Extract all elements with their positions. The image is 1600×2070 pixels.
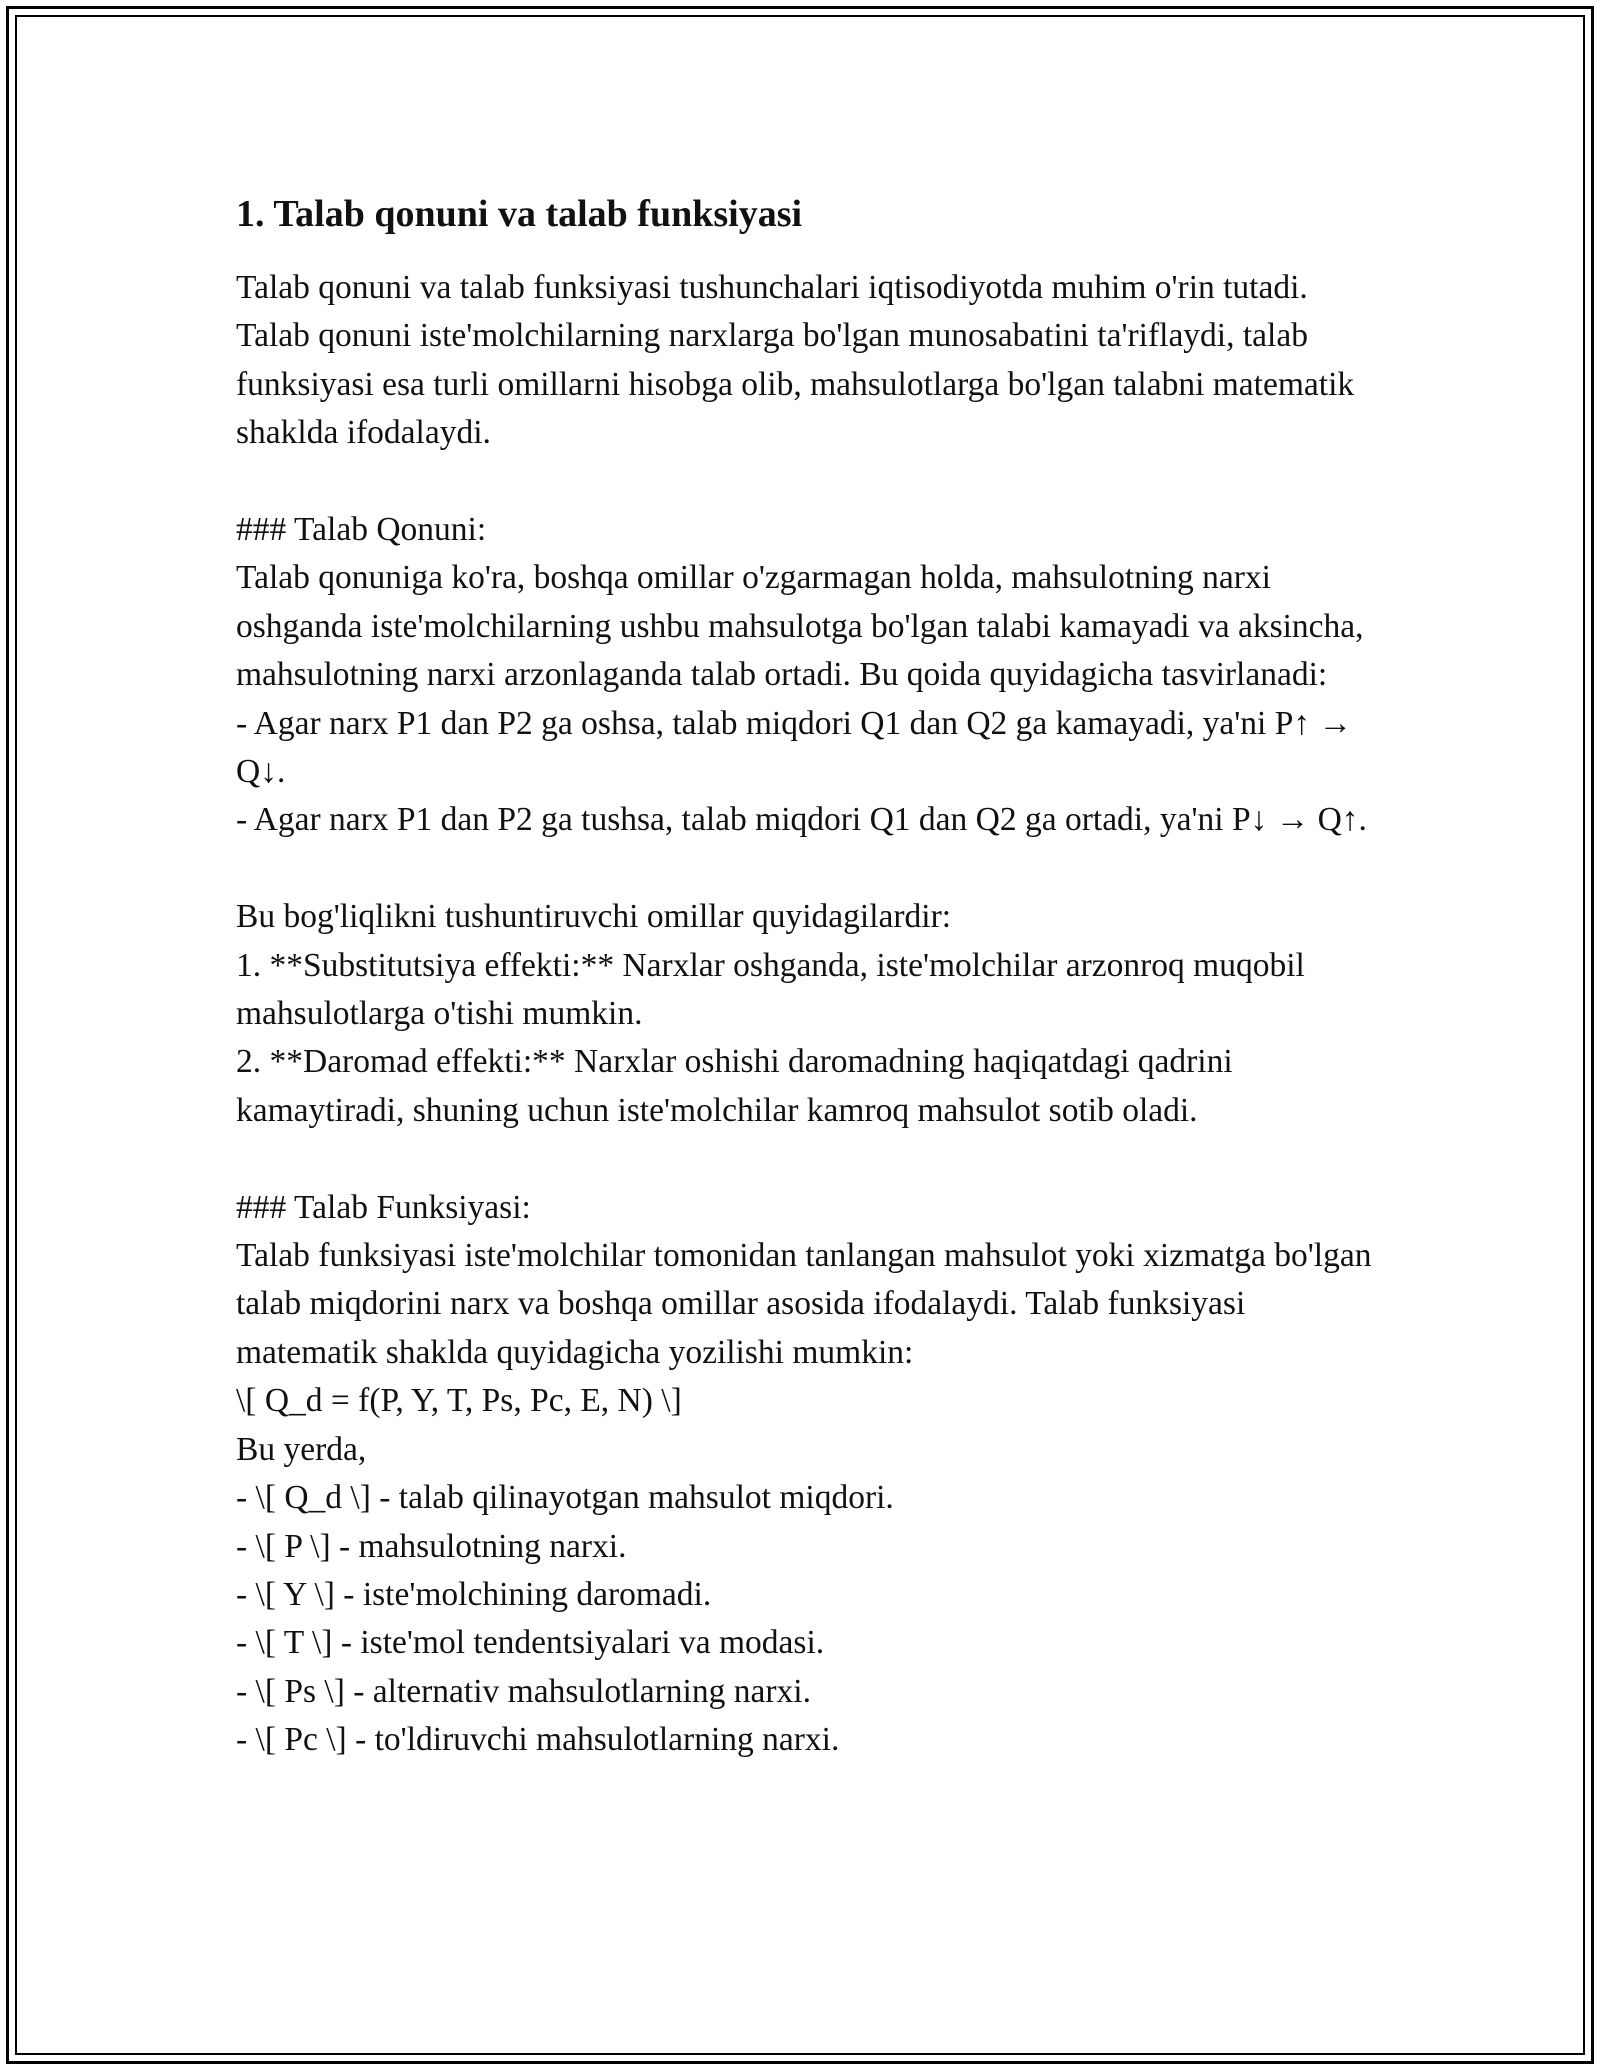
intro-paragraph: Talab qonuni va talab funksiyasi tushunchalari iqtisodiyotda muhim o'rin tutadi. Talab qonuni iste'molchilarning narxlarga bo'lgan munosabatini ta'riflaydi, talab funksiyasi esa turli omillarni hisobga olib, mahsulotlarga bo'lgan talabni matematik shaklda ifodalaydi. — [236, 269, 1355, 452]
factors-intro: Bu bog'liqlikni tushuntiruvchi omillar quyidagilardir: — [236, 898, 952, 936]
where-label: Bu yerda, — [236, 1430, 367, 1468]
law-bullet-decrease: - Agar narx P1 dan P2 ga tushsa, talab miqdori Q1 dan Q2 ga ortadi, ya'ni P↓ → Q↑. — [236, 801, 1367, 839]
section-heading-function: ### Talab Funksiyasi: — [236, 1188, 531, 1226]
definition-item: - \[ Pc \] - to'ldiruvchi mahsulotlarning narxi. — [236, 1721, 840, 1759]
factor-item-income: 2. **Daromad effekti:** Narxlar oshishi daromadning haqiqatdagi qadrini kamaytiradi, shuning uchun iste'molchilar kamroq mahsulot sotib oladi. — [236, 1043, 1233, 1129]
definition-item: - \[ Y \] - iste'molchining daromadi. — [236, 1575, 712, 1613]
definition-item: - \[ Q_d \] - talab qilinayotgan mahsulot miqdori. — [236, 1479, 894, 1517]
paragraph-gap — [236, 458, 1386, 506]
definition-item: - \[ Ps \] - alternativ mahsulotlarning narxi. — [236, 1672, 811, 1710]
document-body — [236, 188, 1386, 1765]
function-paragraph: Talab funksiyasi iste'molchilar tomonidan tanlangan mahsulot yoki xizmatga bo'lgan talab miqdorini narx va boshqa omillar asosida ifodalaydi. Talab funksiyasi matematik shaklda quyidagicha yozilishi mumkin: — [236, 1237, 1372, 1371]
paragraph-gap — [236, 1135, 1386, 1183]
document-title: 1. Talab qonuni va talab funksiyasi — [236, 193, 803, 235]
function-formula: \[ Q_d = f(P, Y, T, Ps, Pc, E, N) \] — [236, 1382, 682, 1420]
law-bullet-increase: - Agar narx P1 dan P2 ga oshsa, talab miqdori Q1 dan Q2 ga kamayadi, ya'ni P↑ → Q↓. — [236, 704, 1352, 791]
definition-item: - \[ P \] - mahsulotning narxi. — [236, 1527, 627, 1565]
section-heading-law: ### Talab Qonuni: — [236, 511, 487, 549]
law-paragraph: Talab qonuniga ko'ra, boshqa omillar o'zgarmagan holda, mahsulotning narxi oshganda iste'molchilarning ushbu mahsulotga bo'lgan talabi kamayadi va aksincha, mahsulotning narxi arzonlaganda talab ortadi. Bu qoida quyidagicha tasvirlanadi: — [236, 559, 1364, 694]
factor-item-substitution: 1. **Substitutsiya effekti:** Narxlar oshganda, iste'molchilar arzonroq muqobil mahsulotlarga o'tishi mumkin. — [236, 946, 1305, 1033]
definition-item: - \[ T \] - iste'mol tendentsiyalari va modasi. — [236, 1624, 825, 1662]
paragraph-gap — [236, 845, 1386, 893]
